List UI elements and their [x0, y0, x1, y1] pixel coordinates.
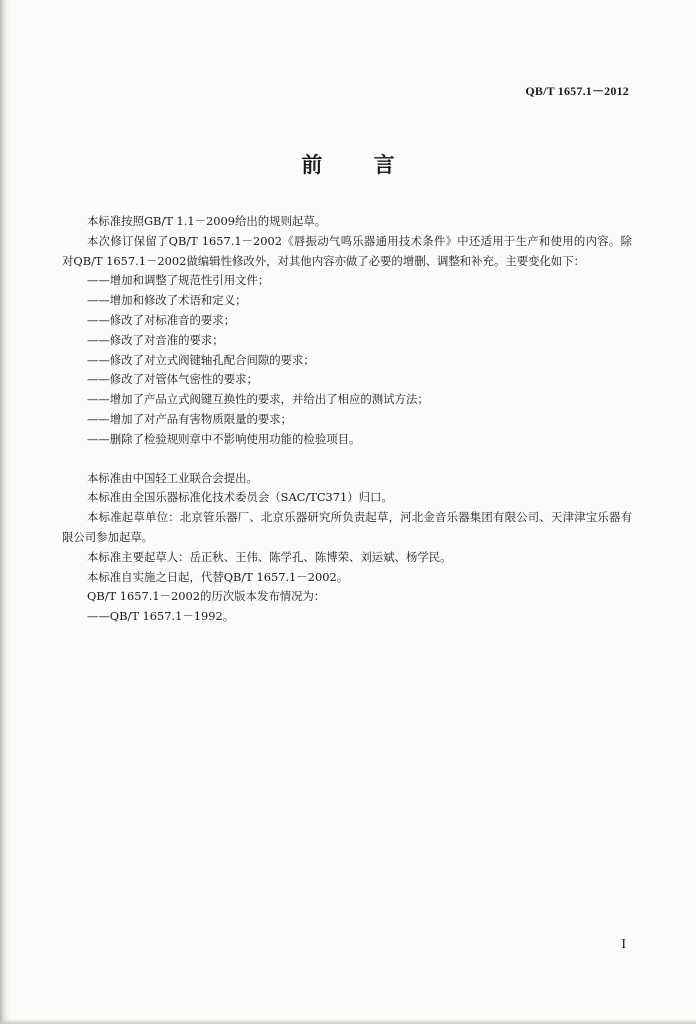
- list-item: ——修改了对管体气密性的要求；: [87, 372, 258, 387]
- foreword-body: [62, 212, 632, 627]
- paragraph: 本标准起草单位：北京管乐器厂、北京乐器研究所负责起草，河北金音乐器集团有限公司、天津津宝乐器有限公司参加起草。: [62, 510, 632, 544]
- list-item: ——修改了对音准的要求；: [87, 332, 224, 347]
- page-number: I: [621, 937, 626, 952]
- paragraph: 本标准由中国轻工业联合会提出。: [87, 470, 258, 485]
- list-item: ——增加和调整了规范性引用文件；: [87, 273, 270, 288]
- paragraph: 本标准按照GB/T 1.1－2009给出的规则起草。: [87, 214, 327, 228]
- list-item: ——修改了对标准音的要求；: [87, 312, 236, 327]
- paragraph: 本标准由全国乐器标准化技术委员会（SAC/TC371）归口。: [87, 490, 393, 505]
- paragraph: 本标准主要起草人：岳正秋、王伟、陈学孔、陈博荣、刘运斌、杨学民。: [87, 549, 452, 564]
- paragraph: QB/T 1657.1－2002的历次版本发布情况为：: [87, 589, 326, 604]
- list-item: ——修改了对立式阀键轴孔配合间隙的要求；: [87, 352, 315, 367]
- list-item: ——增加和修改了术语和定义；: [87, 293, 247, 308]
- list-item: ——增加了对产品有害物质限量的要求；: [87, 411, 293, 426]
- paragraph: 本次修订保留了QB/T 1657.1－2002《唇振动气鸣乐器通用技术条件》中还适用于生产和使用的内容。除对QB/T 1657.1－2002做编辑性修改外，对其他内容亦做了必要的增删、调整和补充。主要变化如下：: [62, 233, 632, 268]
- scan-bottom-shadow: [0, 1019, 696, 1024]
- list-item: ——增加了产品立式阀键互换性的要求，并给出了相应的测试方法；: [87, 392, 429, 407]
- paragraph-gap: [62, 450, 632, 469]
- list-item: ——QB/T 1657.1－1992。: [87, 609, 235, 624]
- standard-code: QB/T 1657.1－2012: [525, 84, 629, 98]
- list-item: ——删除了检验规则章中不影响使用功能的检验项目。: [87, 431, 361, 446]
- paragraph: 本标准自实施之日起，代替QB/T 1657.1－2002。: [87, 569, 349, 584]
- page-title: 前 言: [301, 153, 417, 177]
